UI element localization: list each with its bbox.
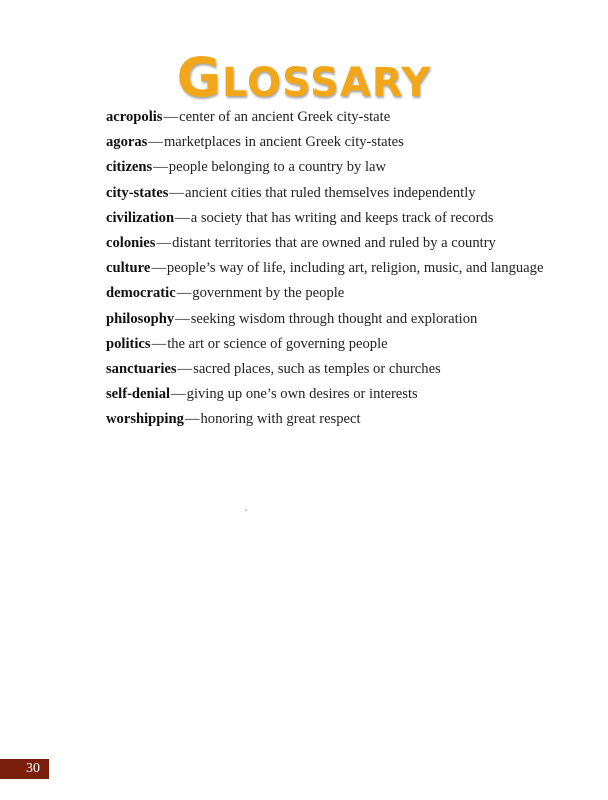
glossary-dash: — [156, 234, 172, 251]
paper-speck [245, 509, 247, 511]
glossary-term: agoras [106, 134, 148, 151]
glossary-entry [106, 407, 588, 432]
glossary-entry [106, 231, 588, 256]
glossary-dash: — [151, 260, 166, 277]
glossary-term: worshipping [106, 411, 184, 428]
glossary-dash: — [153, 159, 168, 176]
glossary-term: city-states [106, 184, 169, 201]
glossary-entry [106, 105, 588, 130]
glossary-term: colonies [106, 234, 156, 251]
glossary-term: civilization [106, 209, 175, 226]
glossary-dash: — [177, 360, 193, 377]
page-number-tab [0, 759, 49, 779]
glossary-entry [106, 130, 588, 155]
glossary-dash: — [176, 285, 192, 302]
glossary-term: self-denial [106, 386, 171, 403]
glossary-definition: people’s way of life, including art, religion, music, and language [166, 260, 544, 277]
glossary-definition: center of an ancient Greek city-state [179, 109, 391, 125]
glossary-entry [106, 357, 588, 382]
page-title [0, 46, 608, 110]
glossary-entry [106, 281, 588, 306]
page-title-rest: LOSSARY [221, 60, 432, 107]
glossary-entry [106, 155, 588, 180]
glossary-definition: honoring with great respect [200, 411, 361, 428]
glossary-entry [106, 382, 588, 407]
glossary-term: sanctuaries [106, 360, 177, 377]
glossary-dash: — [163, 109, 179, 125]
glossary-term: democratic [106, 285, 176, 302]
glossary-definition: government by the people [192, 285, 345, 302]
glossary-definition: the art or science of governing people [167, 335, 388, 352]
glossary-definition: a society that has writing and keeps track of records [190, 209, 494, 226]
glossary-dash: — [184, 411, 200, 428]
glossary-entry [106, 181, 588, 206]
glossary-entry [106, 206, 588, 231]
glossary-entry [106, 256, 588, 281]
glossary-definition: marketplaces in ancient Greek city-states [163, 134, 404, 151]
glossary-dash: — [175, 209, 190, 226]
glossary-definition: sacred places, such as temples or churches [193, 360, 441, 377]
glossary-term: culture [106, 260, 151, 277]
glossary-term: citizens [106, 159, 153, 176]
glossary-definition: seeking wisdom through thought and exploration [190, 310, 478, 327]
glossary-definition: giving up one’s own desires or interests [186, 386, 418, 403]
glossary-dash: — [175, 310, 190, 327]
glossary-dash: — [148, 134, 163, 151]
glossary-definition: ancient cities that ruled themselves independently [185, 184, 476, 201]
glossary-entry [106, 307, 588, 332]
glossary-definition: people belonging to a country by law [168, 159, 387, 176]
glossary-dash: — [151, 335, 167, 352]
glossary-entry [106, 332, 588, 357]
glossary-list [106, 105, 588, 432]
glossary-term: philosophy [106, 310, 175, 327]
glossary-term: acropolis [106, 109, 163, 125]
page-title-initial: G [176, 46, 222, 110]
glossary-term: politics [106, 335, 151, 352]
glossary-dash: — [169, 184, 184, 201]
glossary-definition: distant territories that are owned and ruled by a country [172, 234, 496, 251]
page-number: 30 [26, 761, 40, 776]
glossary-dash: — [171, 386, 186, 403]
